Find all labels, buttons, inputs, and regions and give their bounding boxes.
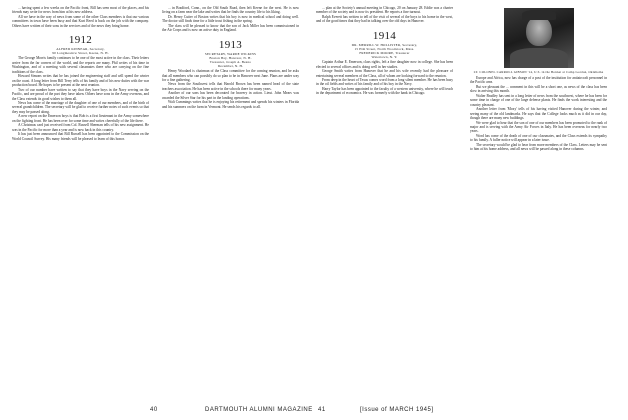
intro-paragraph: But we pleasant the ... comment in this will be a short one, as news of the class has been slow in arriving this month. bbox=[470, 84, 607, 94]
body-paragraph: News from the Southwest tells that Harold Brown has been named head of the state teachers association. He has been active in the schools there for many years. bbox=[162, 82, 299, 91]
body-paragraph: Another letter from 'Moxy' tells of his having visited Hanover during the winter, and seeing many of the old landmarks. He says that the College looks much as it did in our day, though there are many new buildings. bbox=[470, 107, 607, 121]
page-footer bbox=[0, 405, 628, 417]
right-page-number: 41 bbox=[318, 407, 326, 413]
photo-shoulders bbox=[510, 48, 568, 68]
intro-paragraph: ... plan at the Society's annual meeting in Chicago, 20 on January 28. Eddie was a charter member of the society and is now its president. He reports a fine turnout. bbox=[316, 6, 453, 15]
body-paragraph: Howard Simons writes that he has joined the engineering staff and will spend the winter on the coast. A long letter from Bill Terry tells of his family and of his new duties with the war production board. He hopes to be present at the next reunion. bbox=[12, 74, 149, 88]
class-officer-line: FREDERICK MOORE, Treasurer bbox=[359, 51, 410, 55]
photo-cap bbox=[522, 10, 556, 20]
body-paragraph: News has come of the marriage of the daughter of one of our members, and of the birth of several grandchildren. The secretary will be glad to receive further notes of such events so that they may be passed along. bbox=[12, 100, 149, 114]
class-officer-line: Watertown, N. Y. bbox=[371, 55, 398, 60]
body-paragraph: Henry Woodard is chairman of the Class committee for the coming reunion, and he asks that all members who can possibly do so plan to be in Hanover next June. Plans are under way for a fine gathering. bbox=[162, 69, 299, 82]
class-officer-line: 15 Elm Street, North Woodstock, Mass. bbox=[354, 46, 415, 51]
class-year-heading: 1912 bbox=[68, 34, 93, 47]
body-paragraph: A new report on the Emerson boys is that Bob is a first lieutenant in the Army somewhere on the fighting front. He has been over for some time and writes cheerfully of the life there. bbox=[12, 114, 149, 123]
class-officer-line: ALFRED KINNEAR, Secretary, bbox=[56, 47, 105, 52]
portrait-photo bbox=[504, 8, 574, 68]
class-officer-line: Boston Bay, Hanover, N. H. bbox=[209, 55, 252, 60]
intro-paragraph: The class will be pleased to know that the son of Jack Miller has been commissioned in the Air Corps and is now on active duty in England. bbox=[162, 23, 299, 33]
body-paragraph: Walt Cummings writes that he is enjoying his retirement and spends his winters in Florida and his summers on the farm in Vermont. He sends his regards to all. bbox=[162, 100, 299, 109]
magazine-title: DARTMOUTH ALUMNI MAGAZINE bbox=[205, 407, 313, 413]
body-paragraph: A Christmas card just received from Col. Russell Sherman tells of his new assignment. He was in the Pacific for more than a year and is now back in this country. bbox=[12, 123, 149, 132]
intro-paragraph: All we have in the way of news from some of the other Class members is that our various committees in town have been busy and that Kurt Reed is back on the job with the company. Others have written of their sons in the services and of the news they bring home. bbox=[12, 14, 149, 28]
issue-label: [Issue of MARCH 1945] bbox=[360, 407, 434, 413]
class-officers bbox=[12, 47, 149, 55]
class-officers bbox=[162, 52, 299, 68]
column-3 bbox=[316, 6, 453, 398]
photo-face bbox=[526, 16, 552, 46]
class-officer-line: December, N. H. bbox=[217, 64, 244, 68]
class-officer-line: SECRETARY, WARDE WILKINS bbox=[204, 51, 257, 56]
body-paragraph: We were glad to hear that the son of one of our members has been promoted to the rank of major and is serving with the Army Air Forces in Italy. He has been overseas for nearly two years. bbox=[470, 120, 607, 134]
body-paragraph: George Smith writes from Hanover that he and his wife recently had the pleasure of entertaining several members of the Class, all of whom are looking forward to the reunion. bbox=[316, 69, 453, 78]
left-page-number: 40 bbox=[150, 407, 158, 413]
intro-paragraph: ... having spent a few weeks on the Pacific front, Bill has seen most of the places, and his friends may write for news from him at his new address. bbox=[12, 6, 149, 15]
class-year-heading: 1913 bbox=[218, 38, 243, 51]
body-paragraph: It has just been announced that Bill Russell has been appointed to the Commission on the World Council Survey. His many friends will be pleased to learn of this honor. bbox=[12, 132, 149, 141]
class-year-heading: 1914 bbox=[372, 29, 397, 42]
column-4 bbox=[470, 6, 607, 398]
column-1 bbox=[12, 6, 149, 398]
column-2 bbox=[162, 6, 299, 398]
body-paragraph: Another of our sons has been decorated for bravery in action. Lieut. John Mears was awarded the Silver Star for his part in the landing operations. bbox=[162, 91, 299, 100]
intro-paragraph: Europe and Africa, now has charge of a post of the institution for antiaircraft personnel in the Pacific area. bbox=[470, 76, 607, 85]
intro-paragraph: ... in Bradford, Conn., on the Old South Road, then left Keene for the west. He is now living on a farm near the lake and writes that he finds the country life to his liking. bbox=[162, 6, 299, 15]
intro-paragraph: Dr. Henry Cutter of Boston writes that his boy is now in medical school and doing well. The doctor still finds time for a little trout fishing in the spring. bbox=[162, 14, 299, 24]
body-paragraph: Two of our number have written to say that they have boys in the Navy serving on the Pacific, and are proud of the part they have taken. Others have sons in the Army overseas, and the Class extends its good wishes to them all. bbox=[12, 87, 149, 101]
body-paragraph: The secretary would be glad to hear from more members of the Class. Letters may be sent to him at his home address, and all news will be passed along in these columns. bbox=[470, 142, 607, 152]
photo-caption: LT. COLONEL CARROLL GIBSON '14, U.S. in the Bonnet at Camp Gordon, Oklahoma bbox=[473, 70, 604, 74]
class-officer-line: DR. MERRILL W. HOLLISTER, Secretary, bbox=[351, 42, 418, 47]
intro-paragraph: Ralph Everett has written to tell of the visit of several of the boys to his home in the west, and of the good times that they had in talking over the old days in Hanover. bbox=[316, 14, 453, 24]
body-paragraph: Harry Taylor has been appointed to the faculty of a western university, where he will teach in the department of economics. He was formerly with the bank in Chicago. bbox=[316, 86, 453, 96]
body-paragraph: Captain Arthur E. Emerson, class rights, left a fine daughter now in college. She has been elected to several offices and is doing well in her studies. bbox=[316, 60, 453, 69]
class-officers bbox=[316, 43, 453, 59]
body-paragraph: From deep in the heart of Texas comes word from a long silent member. He has been busy in the oil fields and writes of his family and of his boy in the Navy. bbox=[316, 78, 453, 87]
body-paragraph: Walter Bradley has sent in a long letter of news from the southwest, where he has been for some time in charge of one of the large defense plants. He finds the work interesting and the country pleasant. bbox=[470, 93, 607, 107]
body-paragraph: The George Morris family continues to be one of the most active in the class. Their letters arrive from the far corners of the world, and the reports are many. Phil writes of his time in Washington, and of a meeting with several classmates there who are carrying on the fine traditions of the class. bbox=[12, 56, 149, 74]
class-officer-line: Treasurer, Joseph A. Beano bbox=[209, 59, 252, 64]
body-paragraph: Word has come of the death of one of our classmates, and the Class extends its sympathy to his family. A fuller notice will appear in a later issue. bbox=[470, 133, 607, 143]
class-officer-line: 90 Longmeadow Street, Keene, N. H. bbox=[52, 51, 109, 56]
